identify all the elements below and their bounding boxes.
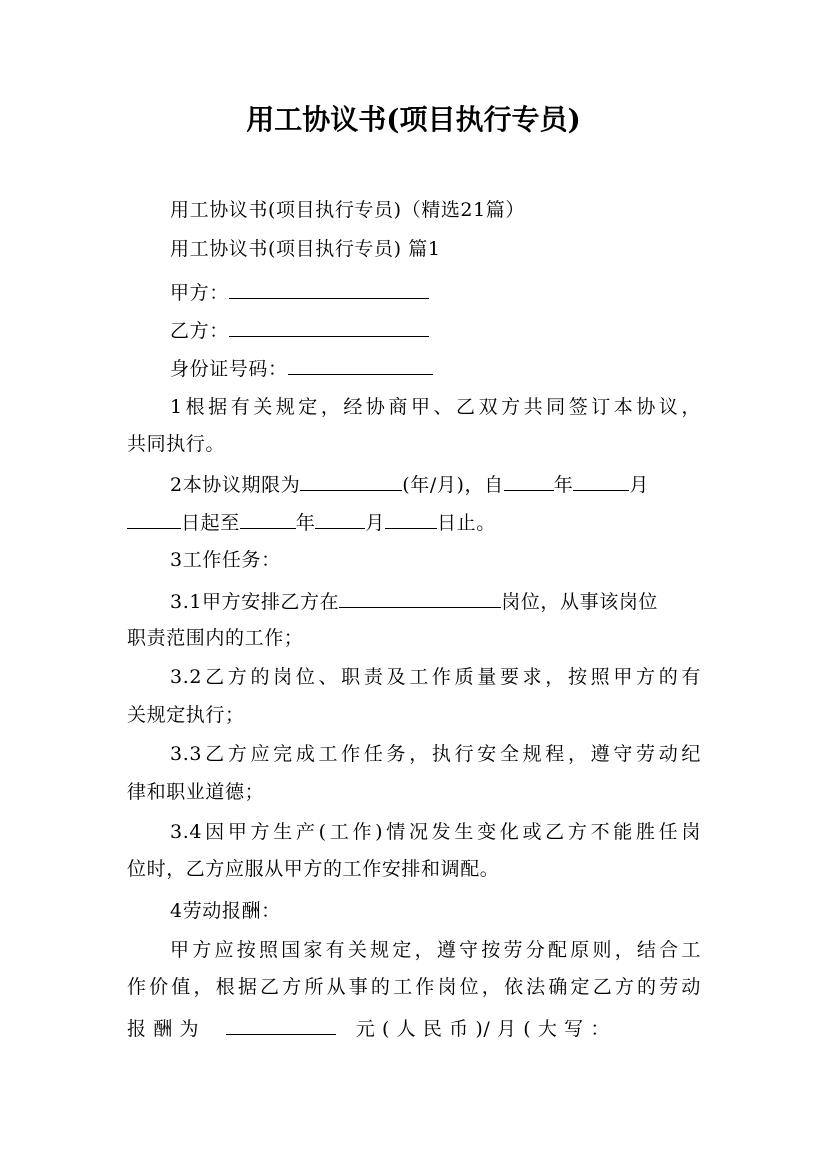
section-4-line-3 — [127, 1016, 701, 1041]
clause-3-4-line-2: 位时，乙方应服从甲方的工作安排和调配。 — [127, 858, 500, 880]
section-4-line-1: 甲方应按照国家有关规定，遵守按劳分配原则，结合工 — [170, 939, 701, 961]
month-label: 月 — [629, 474, 649, 496]
section-4-heading: 4劳动报酬： — [170, 900, 281, 922]
paragraph-1-line-2: 共同执行。 — [127, 433, 226, 455]
end-day-blank — [385, 510, 437, 529]
clause-3-1-line-2: 职责范围内的工作； — [127, 627, 304, 649]
end-year-blank — [240, 510, 296, 529]
clause-3-2-line-1: 3.2乙方的岗位、职责及工作质量要求，按照甲方的有 — [170, 666, 701, 688]
start-day-blank — [127, 510, 181, 529]
section-4-line-2: 作价值，根据乙方所从事的工作岗位，依法确定乙方的劳动 — [127, 976, 701, 998]
party-a-label: 甲方： — [170, 282, 229, 304]
party-b-blank — [229, 318, 429, 337]
id-number-blank — [288, 356, 433, 375]
term-unit: (年/月)，自 — [402, 474, 504, 496]
clause-3-1-line-1 — [170, 589, 701, 614]
month-label: 月 — [365, 512, 386, 534]
salary-unit-text: 元 ( 人 民 币 )/ 月 ( 大 写 ： — [355, 1018, 610, 1040]
id-number-label: 身份证号码： — [170, 358, 288, 380]
term-blank — [300, 472, 402, 491]
position-blank — [339, 589, 501, 608]
party-a-blank — [229, 280, 429, 299]
document-title: 用工协议书(项目执行专员) — [246, 103, 581, 136]
id-number-line — [170, 356, 701, 381]
clause-3-1-text-2: 岗位，从事该岗位 — [501, 591, 659, 613]
party-b-label: 乙方： — [170, 320, 229, 342]
paragraph-2-line-2 — [127, 510, 701, 535]
section-3-heading: 3工作任务： — [170, 549, 281, 571]
salary-blank — [226, 1016, 336, 1035]
subtitle-line: 用工协议书(项目执行专员)（精选21篇） — [170, 199, 526, 221]
paragraph-1-line-1: 1根据有关规定，经协商甲、乙双方共同签订本协议， — [170, 396, 701, 418]
start-month-blank — [573, 472, 629, 491]
salary-label: 报 酬 为 — [127, 1018, 200, 1040]
clause-3-4-line-1: 3.4因甲方生产(工作)情况发生变化或乙方不能胜任岗 — [170, 821, 701, 843]
section-heading: 用工协议书(项目执行专员) 篇1 — [170, 238, 441, 260]
paragraph-2-line-1 — [170, 472, 701, 497]
clause-3-3-line-2: 律和职业道德； — [127, 781, 265, 803]
term-label: 2本协议期限为 — [170, 474, 301, 496]
year-label: 年 — [553, 474, 574, 496]
clause-3-3-line-1: 3.3乙方应完成工作任务，执行安全规程，遵守劳动纪 — [170, 743, 701, 765]
start-year-blank — [504, 472, 554, 491]
end-month-blank — [315, 510, 365, 529]
clause-3-2-line-2: 关规定执行； — [127, 704, 245, 726]
day-until-label: 日起至 — [181, 512, 240, 534]
clause-3-1-text: 3.1甲方安排乙方在 — [170, 591, 340, 613]
party-a-line — [170, 280, 701, 305]
year-label: 年 — [295, 512, 316, 534]
party-b-line — [170, 318, 701, 343]
day-end-label: 日止。 — [437, 512, 496, 534]
